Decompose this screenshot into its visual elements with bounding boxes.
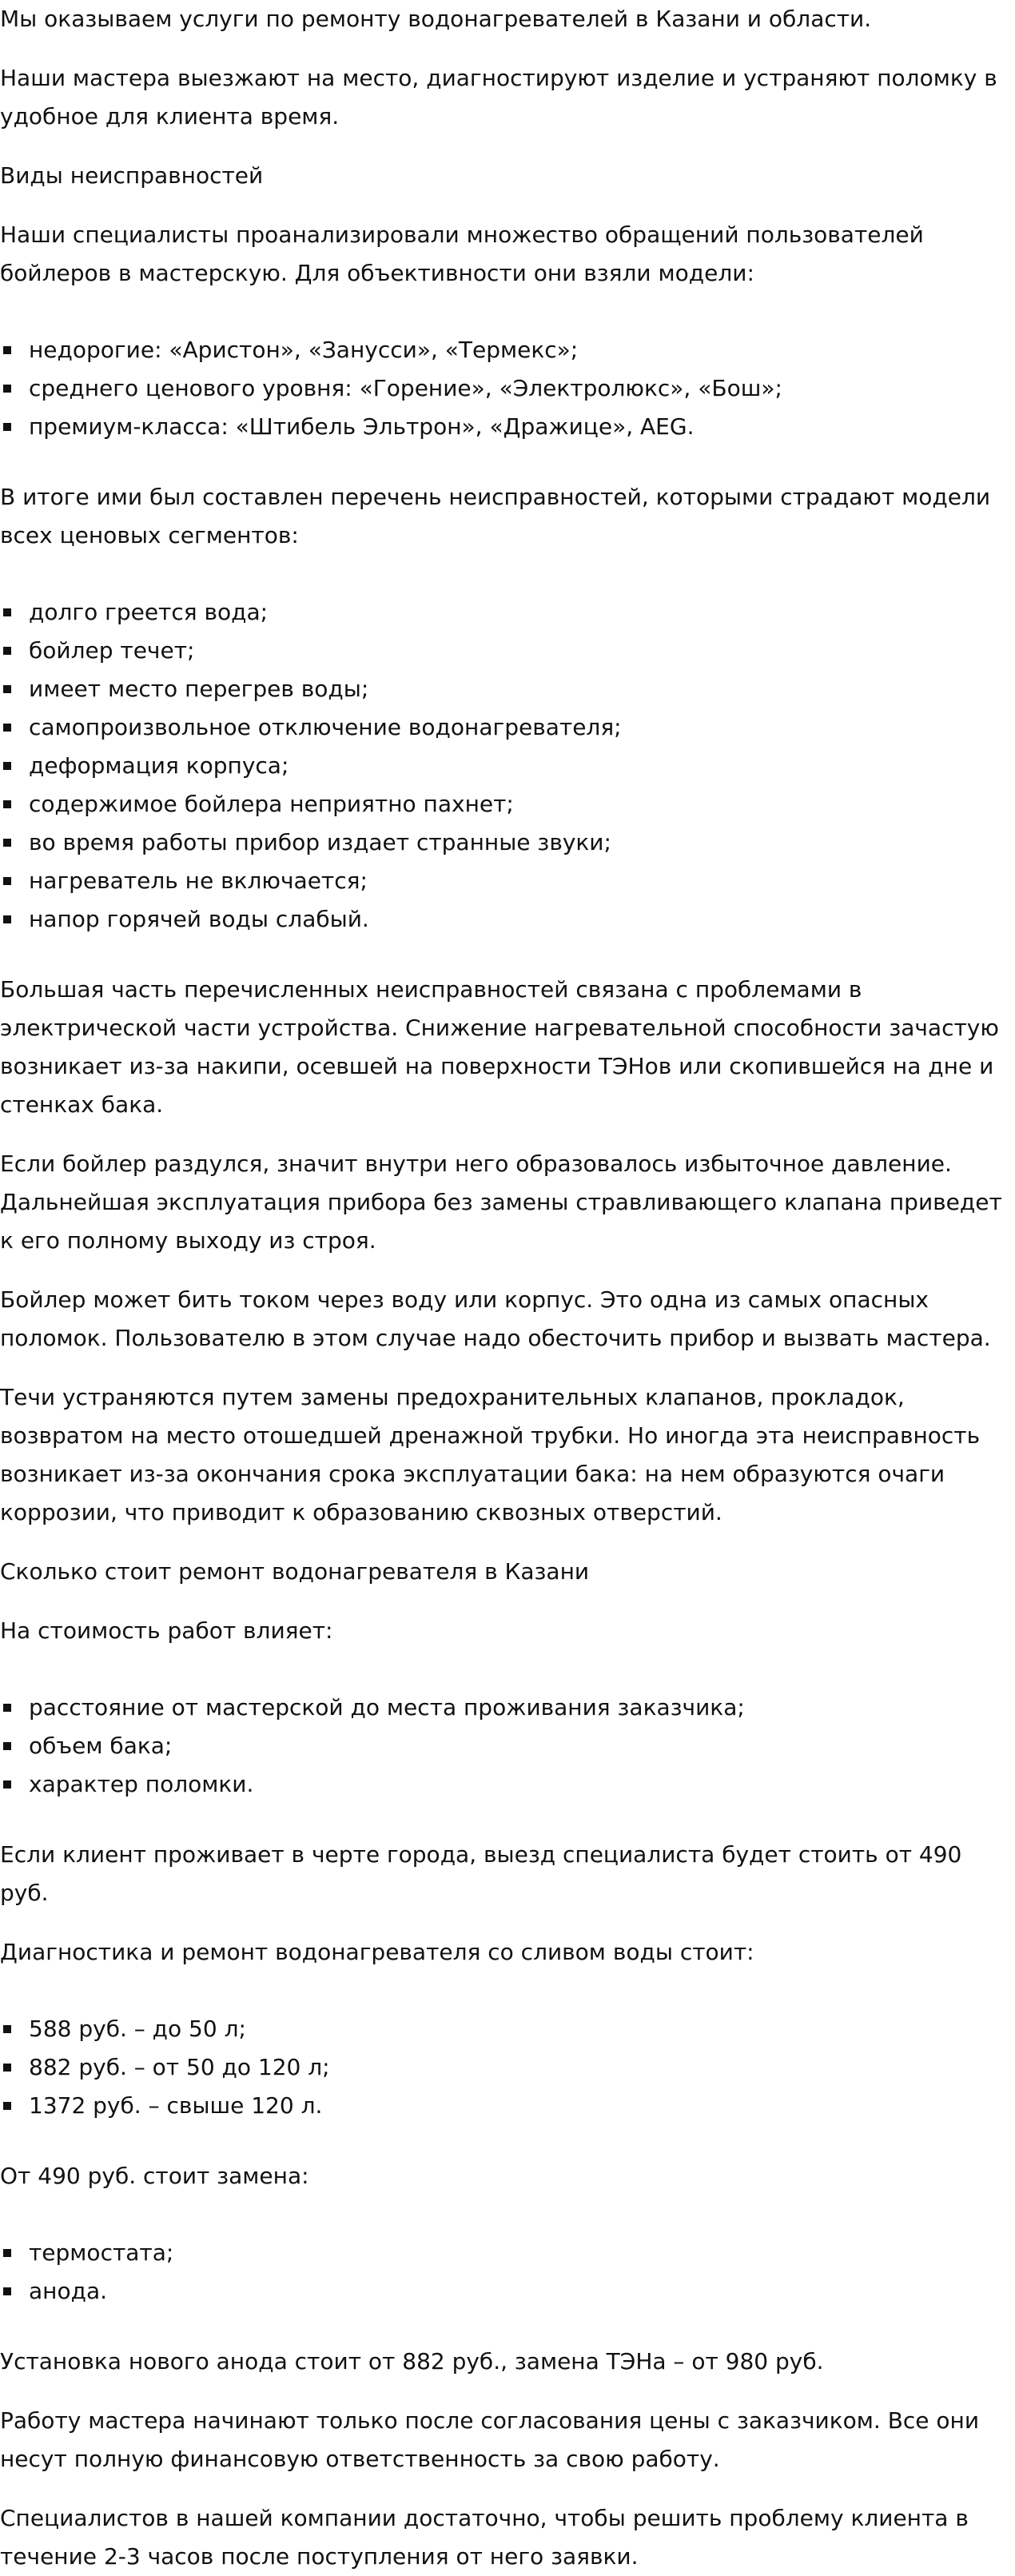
list-item: термостата;: [0, 2234, 1015, 2272]
section-heading-price: Сколько стоит ремонт водонагревателя в Казани: [0, 1558, 590, 1585]
list-item: имеет место перегрев воды;: [0, 670, 1015, 708]
drain-price-intro: Диагностика и ремонт водонагревателя со сливом воды стоит:: [0, 1939, 754, 1965]
response-time-paragraph: Специалистов в нашей компании достаточно, чтобы решить проблему клиента в течение 2-3 часов после поступления от него заявки.: [0, 2505, 969, 2570]
list-item: самопроизвольное отключение водонагревателя;: [0, 708, 1015, 747]
list-item: напор горячей воды слабый.: [0, 900, 1015, 939]
electric-shock-paragraph: Бойлер может бить током через воду или корпус. Это одна из самых опасных поломок. Пользователю в этом случае надо обесточить прибор и вызвать мастера.: [0, 1286, 991, 1351]
list-item: долго греется вода;: [0, 593, 1015, 632]
faults-summary-paragraph: В итоге ими был составлен перечень неисправностей, которыми страдают модели всех ценовых сегментов:: [0, 484, 991, 548]
faults-list: [0, 593, 1015, 939]
list-item: объем бака;: [0, 1727, 1015, 1765]
price-factors-intro: На стоимость работ влияет:: [0, 1617, 333, 1644]
leaks-paragraph: Течи устраняются путем замены предохранительных клапанов, прокладок, возвратом на место отошедшей дренажной трубки. Но иногда эта неисправность возникает из-за окончания срока эксплуатации бака: на нем образуются очаги коррозии, что приводит к образованию сквозных отверстий.: [0, 1384, 981, 1525]
section-heading-faults: Виды неисправностей: [0, 162, 264, 189]
replacement-intro: От 490 руб. стоит замена:: [0, 2163, 309, 2189]
list-item: деформация корпуса;: [0, 747, 1015, 785]
list-item: характер поломки.: [0, 1765, 1015, 1804]
list-item: среднего ценового уровня: «Горение», «Электролюкс», «Бош»;: [0, 369, 1015, 408]
replacement-list: [0, 2234, 1015, 2311]
agreement-paragraph: Работу мастера начинают только после согласования цены с заказчиком. Все они несут полную финансовую ответственность за свою работу.: [0, 2407, 980, 2472]
list-item: 588 руб. – до 50 л;: [0, 2010, 1015, 2048]
list-item: содержимое бойлера неприятно пахнет;: [0, 785, 1015, 823]
intro-paragraph-masters: Наши мастера выезжают на место, диагностируют изделие и устраняют поломку в удобное для клиента время.: [0, 65, 997, 130]
intro-paragraph: Мы оказываем услуги по ремонту водонагревателей в Казани и области.: [0, 6, 872, 32]
electric-faults-paragraph: Большая часть перечисленных неисправностей связана с проблемами в электрической части устройства. Снижение нагревательной способности зачастую возникает из-за накипи, осевшей на поверхности ТЭНов или скопившейся на дне и стенках бака.: [0, 976, 999, 1118]
pressure-paragraph: Если бойлер раздулся, значит внутри него образовалось избыточное давление. Дальнейшая эксплуатация прибора без замены стравливающего клапана приведет к его полному выходу из строя.: [0, 1150, 1002, 1254]
list-item: 882 руб. – от 50 до 120 л;: [0, 2048, 1015, 2087]
list-item: анода.: [0, 2272, 1015, 2311]
list-item: премиум-класса: «Штибель Эльтрон», «Дражице», AEG.: [0, 408, 1015, 446]
visit-price-paragraph: Если клиент проживает в черте города, выезд специалиста будет стоить от 490 руб.: [0, 1841, 962, 1906]
drain-prices-list: [0, 2010, 1015, 2125]
anode-price-paragraph: Установка нового анода стоит от 882 руб., замена ТЭНа – от 980 руб.: [0, 2348, 824, 2375]
list-item: расстояние от мастерской до места проживания заказчика;: [0, 1689, 1015, 1727]
list-item: 1372 руб. – свыше 120 л.: [0, 2087, 1015, 2125]
list-item: недорогие: «Аристон», «Занусси», «Термекс»;: [0, 331, 1015, 369]
list-item: во время работы прибор издает странные звуки;: [0, 823, 1015, 862]
list-item: бойлер течет;: [0, 632, 1015, 670]
price-factors-list: [0, 1689, 1015, 1804]
models-list: [0, 331, 1015, 446]
faults-intro-paragraph: Наши специалисты проанализировали множество обращений пользователей бойлеров в мастерскую. Для объективности они взяли модели:: [0, 221, 924, 286]
list-item: нагреватель не включается;: [0, 862, 1015, 900]
